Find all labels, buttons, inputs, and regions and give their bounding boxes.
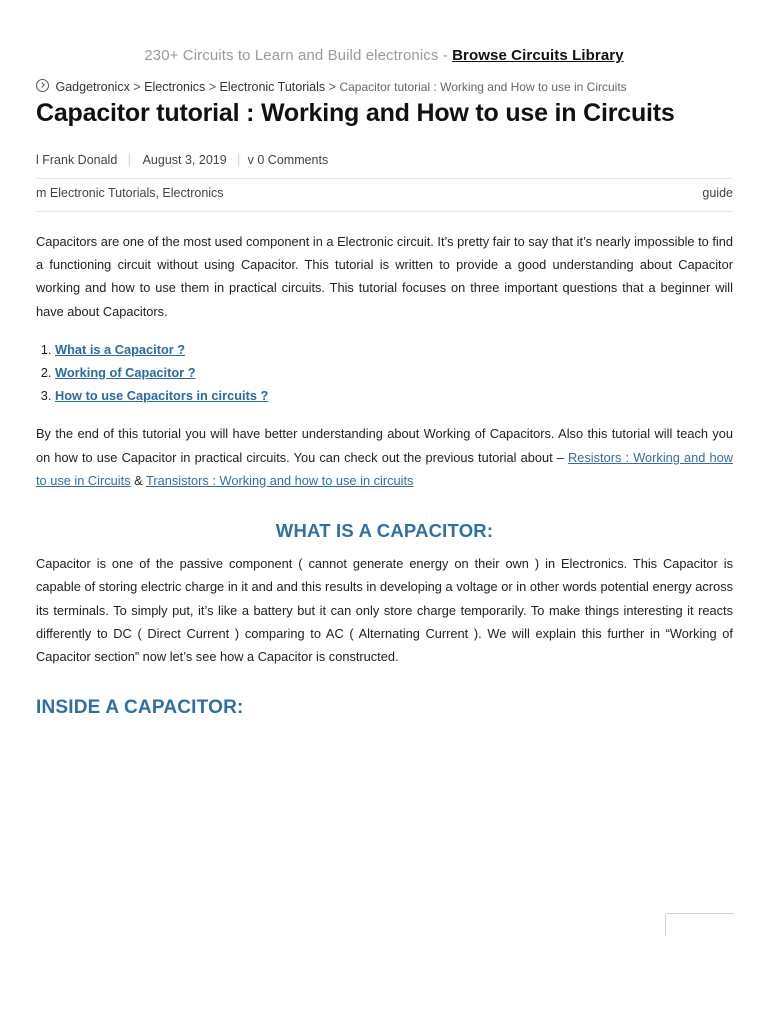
- transistors-tutorial-link[interactable]: Transistors : Working and how to use in circuits: [146, 472, 414, 488]
- author-link[interactable]: l Frank Donald: [36, 153, 118, 167]
- banner-text: 230+ Circuits to Learn and Build electronics -: [144, 47, 453, 64]
- toc-item: [55, 384, 733, 407]
- page-title: Capacitor tutorial : Working and How to use in Circuits: [36, 99, 675, 127]
- home-circle-icon[interactable]: [36, 79, 49, 92]
- breadcrumb-separator: >: [133, 80, 141, 94]
- ampersand: &: [130, 472, 147, 488]
- post-date: August 3, 2019: [142, 153, 227, 167]
- breadcrumb-item-electronics[interactable]: Electronics: [144, 80, 206, 94]
- post-meta: [36, 153, 328, 167]
- toc-item: [55, 361, 733, 384]
- outro-paragraph: [36, 422, 733, 492]
- meta-divider: [129, 153, 130, 167]
- outro-text: By the end of this tutorial you will have better understanding about Working of Capacitors. Also this tutorial will teach you on how to use Capacitor in practical circuits. You can check out the previous tutorial about –: [36, 426, 733, 465]
- comments-link[interactable]: v 0 Comments: [247, 153, 329, 167]
- category-bar: [36, 178, 733, 212]
- tag-link[interactable]: guide: [702, 186, 733, 200]
- category-links[interactable]: m Electronic Tutorials, Electronics: [36, 186, 224, 200]
- breadcrumb-separator: >: [208, 80, 217, 94]
- article-body: [36, 230, 733, 719]
- recaptcha-badge[interactable]: [665, 913, 734, 935]
- breadcrumb-item-tutorials[interactable]: Electronic Tutorials: [219, 80, 326, 94]
- resistors-tutorial-link[interactable]: Resistors : Working and how to use in Circuits: [36, 449, 733, 488]
- breadcrumb-separator: >: [328, 80, 336, 94]
- toc-link-what-is[interactable]: What is a Capacitor ?: [55, 341, 186, 357]
- intro-paragraph: Capacitors are one of the most used component in a Electronic circuit. It’s pretty fair to say that it’s nearly impossible to find a functioning circuit without using Capacitor. This tutorial is written to provide a good understanding about Capacitor working and how to use them in practical circuits. This tutorial focuses on three important questions that a beginner will have about Capacitors.: [36, 234, 733, 319]
- what-is-paragraph: Capacitor is one of the passive component ( cannot generate energy on their own ) in Electronics. This Capacitor is capable of storing electric charge in it and and this results in developing a voltage or in other words potential energy across its terminals. To simply put, it’s like a battery but it can only store charge temporarily. To make things interesting it reacts differently to DC ( Direct Current ) comparing to AC ( Alternating Current ). We will explain this further in “Working of Capacitor section” now let’s see how a Capacitor is constructed.: [36, 556, 733, 665]
- breadcrumb-item-home[interactable]: Gadgetronicx: [55, 80, 130, 94]
- table-of-contents: [36, 338, 733, 408]
- toc-link-working[interactable]: Working of Capacitor ?: [55, 365, 196, 381]
- section-heading-what-is: WHAT IS A CAPACITOR:: [275, 520, 494, 542]
- top-banner: [0, 47, 768, 64]
- breadcrumb: [36, 79, 627, 94]
- meta-divider: [238, 153, 239, 167]
- toc-link-how-to-use[interactable]: How to use Capacitors in circuits ?: [55, 388, 269, 404]
- toc-item: [55, 338, 733, 361]
- breadcrumb-current: Capacitor tutorial : Working and How to use in Circuits: [339, 80, 627, 94]
- browse-circuits-link[interactable]: Browse Circuits Library: [452, 47, 624, 64]
- section-heading-inside: INSIDE A CAPACITOR:: [36, 697, 244, 719]
